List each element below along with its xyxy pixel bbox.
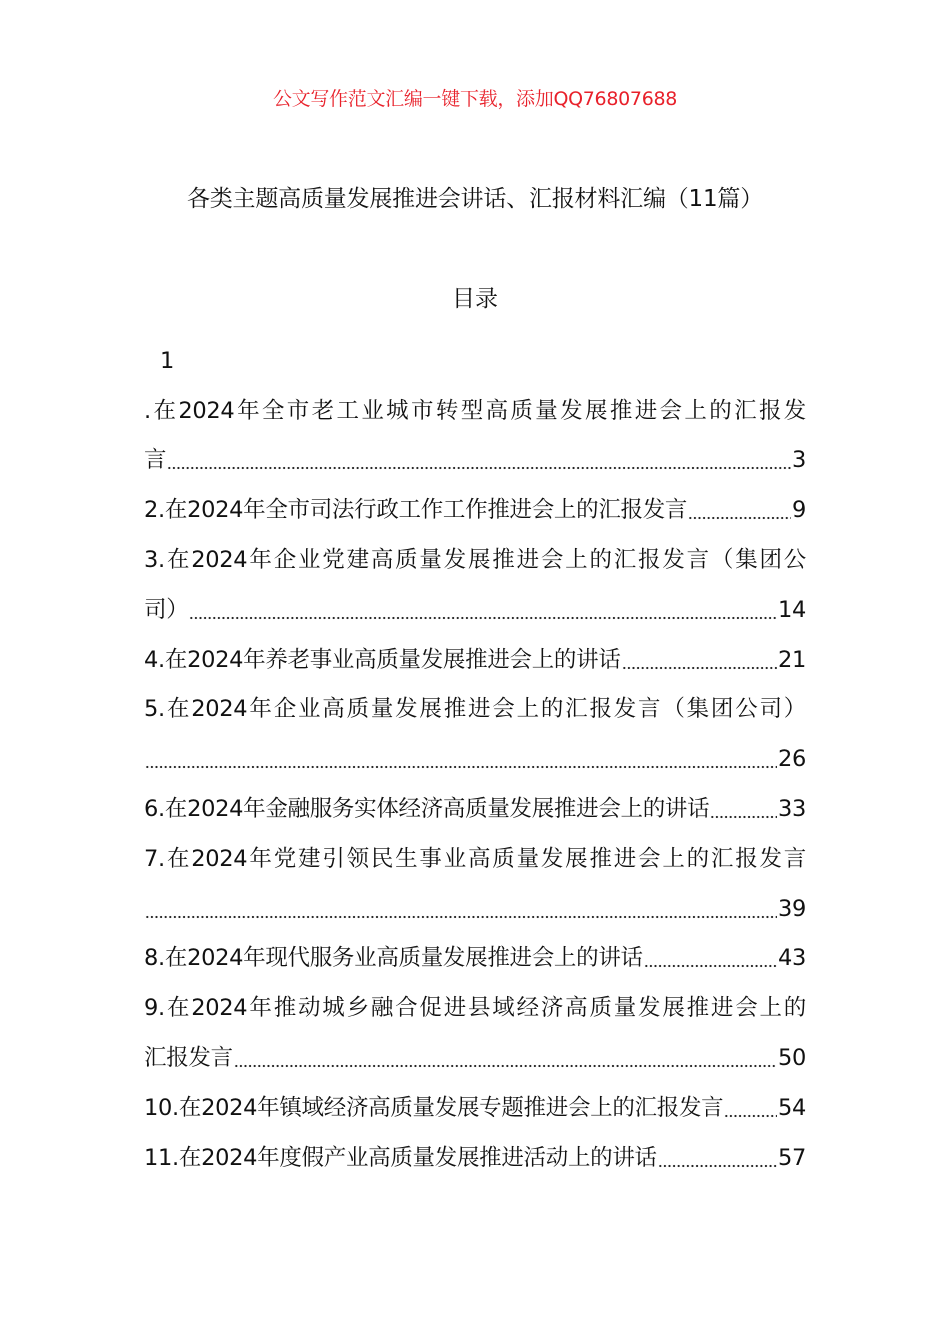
toc-entry-line [144, 577, 806, 627]
toc-first-number-line [144, 328, 806, 378]
toc-entry[interactable] [144, 527, 806, 627]
toc-entry-title: 6.在2024年金融服务实体经济高质量发展推进会上的讲话 [144, 795, 710, 822]
toc-entry-line [144, 776, 806, 826]
document-title: 各类主题高质量发展推进会讲话、汇报材料汇编（11篇） [186, 186, 764, 212]
toc-entry-first-line [144, 826, 806, 876]
toc-entry-line [144, 926, 806, 976]
toc-page-number: 21 [777, 646, 806, 673]
dot-leader [145, 742, 777, 776]
toc-entry-first-line [144, 975, 806, 1025]
toc-page-number: 54 [777, 1094, 806, 1121]
toc-entry-line [144, 876, 806, 926]
toc-entry-line [144, 1075, 806, 1125]
toc-entry-title: 言 [144, 447, 167, 474]
toc-page-number: 43 [777, 945, 806, 972]
toc-entry-title: 10.在2024年镇域经济高质量发展专题推进会上的汇报发言 [144, 1094, 724, 1121]
dot-leader [189, 593, 777, 627]
toc-entry-line [144, 627, 806, 677]
toc-page-number: 26 [777, 746, 806, 773]
toc-entry-first-line [144, 527, 806, 577]
toc-entry-title: 5.在2024年企业高质量发展推进会上的汇报发言（集团公司） [144, 696, 806, 723]
toc-entry-title: 司） [144, 596, 189, 623]
toc-entry-title: 汇报发言 [144, 1044, 233, 1071]
dot-leader [644, 941, 777, 975]
toc-page-number: 9 [791, 497, 806, 524]
toc-entry[interactable] [144, 826, 806, 926]
dot-leader [622, 643, 777, 677]
toc-entry-first-line [144, 378, 806, 428]
toc-entries [144, 378, 806, 1175]
toc-page-number: 39 [777, 895, 806, 922]
toc-entry-number: 1 [160, 347, 175, 374]
toc-page-number: 50 [777, 1044, 806, 1071]
toc-entry-title: 8.在2024年现代服务业高质量发展推进会上的讲话 [144, 945, 643, 972]
toc-entry-title: 2.在2024年全市司法行政工作工作推进会上的汇报发言 [144, 497, 688, 524]
download-banner-link[interactable]: 公文写作范文汇编一键下载，添加QQ76807688 [272, 88, 678, 110]
toc-heading: 目录 [452, 286, 498, 312]
toc-entry-title: 4.在2024年养老事业高质量发展推进会上的讲话 [144, 646, 621, 673]
toc-entry-line [144, 1025, 806, 1075]
toc-entry[interactable] [144, 378, 806, 478]
toc-entry[interactable] [144, 975, 806, 1075]
toc-entry-title: .在2024年全市老工业城市转型高质量发展推进会上的汇报发 [144, 397, 806, 424]
toc-entry-line [144, 428, 806, 478]
dot-leader [167, 443, 791, 477]
dot-leader [658, 1141, 777, 1175]
table-of-contents [144, 328, 806, 1175]
toc-entry-line [144, 477, 806, 527]
toc-entry-title: 9.在2024年推动城乡融合促进县域经济高质量发展推进会上的 [144, 995, 806, 1022]
toc-entry-title: 11.在2024年度假产业高质量发展推进活动上的讲话 [144, 1144, 657, 1171]
toc-entry-line [144, 726, 806, 776]
toc-entry[interactable] [144, 1075, 806, 1125]
dot-leader [724, 1091, 777, 1125]
dot-leader [710, 792, 777, 826]
toc-entry[interactable] [144, 926, 806, 976]
dot-leader [234, 1041, 777, 1075]
toc-entry-line [144, 1125, 806, 1175]
toc-entry[interactable] [144, 677, 806, 777]
toc-page-number: 33 [777, 795, 806, 822]
toc-entry-title: 3.在2024年企业党建高质量发展推进会上的汇报发言（集团公 [144, 546, 806, 573]
toc-page-number: 14 [777, 596, 806, 623]
toc-entry[interactable] [144, 1125, 806, 1175]
toc-entry[interactable] [144, 627, 806, 677]
toc-entry-title: 7.在2024年党建引领民生事业高质量发展推进会上的汇报发言 [144, 845, 806, 872]
dot-leader [688, 493, 791, 527]
toc-entry-first-line [144, 677, 806, 727]
toc-entry[interactable] [144, 477, 806, 527]
dot-leader [145, 892, 777, 926]
toc-page-number: 57 [777, 1144, 806, 1171]
toc-page-number: 3 [791, 447, 806, 474]
toc-entry[interactable] [144, 776, 806, 826]
